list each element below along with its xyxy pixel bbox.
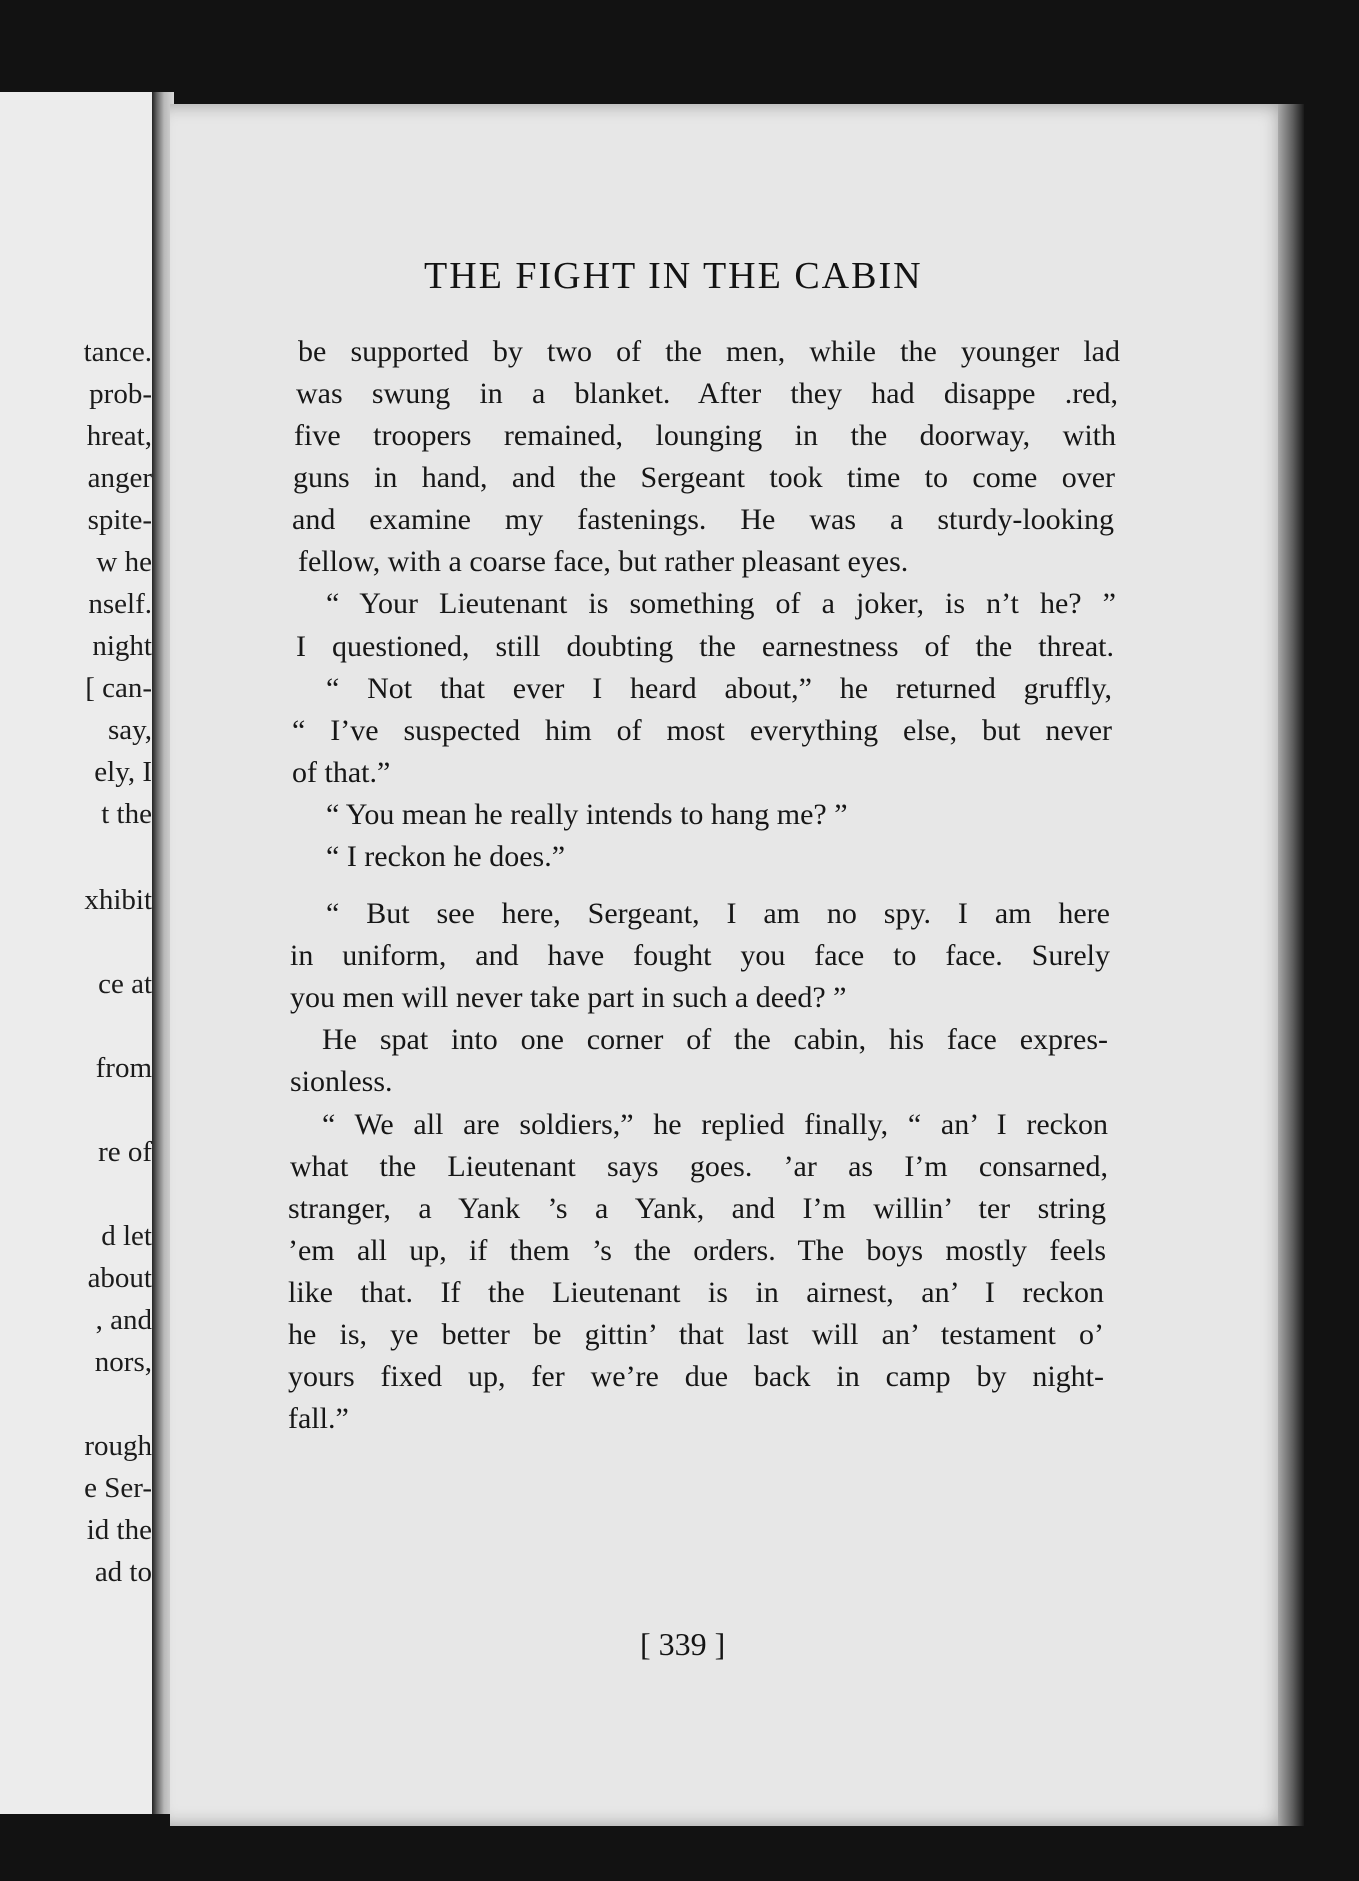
- body-text-line: fellow, with a coarse face, but rather pleasant eyes.: [298, 545, 909, 578]
- previous-page-line: re of: [98, 1136, 152, 1168]
- previous-page-line: ce at: [98, 968, 152, 1000]
- previous-page-line: nself.: [88, 588, 152, 620]
- body-text-line: he is, ye better be gittin’ that last will an’ testament o’: [288, 1318, 1104, 1351]
- previous-page-line: d let: [101, 1220, 152, 1252]
- previous-page-line: ad to: [94, 1556, 152, 1588]
- body-text-line: and examine my fastenings. He was a sturdy-looking: [292, 503, 1114, 536]
- body-text-line: “ I’ve suspected him of most everything else, but never: [292, 714, 1112, 747]
- previous-page-line: [ can-: [85, 672, 152, 704]
- previous-page-line: night: [92, 630, 152, 662]
- body-text-line: five troopers remained, lounging in the doorway, with: [294, 419, 1116, 452]
- body-text-line: “ But see here, Sergeant, I am no spy. I am here: [326, 897, 1110, 930]
- previous-page-line: t the: [101, 798, 152, 830]
- previous-page-line: xhibit: [84, 884, 152, 916]
- body-text-line: ’em all up, if them ’s the orders. The boys mostly feels: [288, 1234, 1106, 1267]
- previous-page-line: anger: [87, 462, 152, 494]
- previous-page-line: from: [95, 1052, 152, 1084]
- previous-page-line: tance.: [83, 336, 152, 368]
- body-text-line: I questioned, still doubting the earnestness of the threat.: [296, 630, 1114, 663]
- previous-page-line: about: [87, 1262, 152, 1294]
- previous-page-line: hreat,: [86, 420, 152, 452]
- body-text-line: what the Lieutenant says goes. ’ar as I’m consarned,: [290, 1150, 1108, 1183]
- body-text-line: He spat into one corner of the cabin, his face expres-: [322, 1023, 1108, 1056]
- body-text-line: was swung in a blanket. After they had disappe .red,: [296, 377, 1118, 410]
- body-text-line: guns in hand, and the Sergeant took time to come over: [293, 461, 1115, 494]
- body-text-line: “ Your Lieutenant is something of a joker, is n’t he? ”: [326, 587, 1116, 620]
- body-text-line: like that. If the Lieutenant is in airnest, an’ I reckon: [288, 1276, 1104, 1309]
- previous-page-line: e Ser-: [84, 1472, 152, 1504]
- page-number: [ 339 ]: [640, 1626, 726, 1662]
- body-text-line: you men will never take part in such a deed? ”: [290, 981, 847, 1014]
- body-text-line: be supported by two of the men, while the younger lad: [298, 335, 1120, 368]
- body-text-line: “ We all are soldiers,” he replie⁠d finally, “ an’ I reckon: [322, 1108, 1108, 1141]
- previous-page-line: spite-: [87, 504, 152, 536]
- page-edge-shadow: [1278, 104, 1304, 1826]
- body-text-line: “ You mean he really intends to hang me? ”: [326, 798, 848, 831]
- body-text-line: stranger, a Yank ’s a Yank, and I’m willin’ ter string: [288, 1192, 1106, 1225]
- previous-page-line: rough: [84, 1430, 152, 1462]
- body-text-line: sionless.: [290, 1065, 393, 1098]
- previous-page-line: prob-: [89, 378, 152, 410]
- previous-page-line: , and: [95, 1304, 152, 1336]
- previous-page-line: w he: [96, 546, 152, 578]
- previous-page-line: nors,: [94, 1346, 152, 1378]
- body-text-line: of that.”: [292, 756, 391, 789]
- body-text-line: in uniform, and have fought you face to face. Surely: [290, 939, 1110, 972]
- previous-page-line: say,: [107, 714, 152, 746]
- body-text-line: “ Not that ever I heard about,” he returned gruffly,: [326, 672, 1112, 705]
- previous-page: [0, 92, 158, 1814]
- body-text-line: fall.”: [288, 1402, 349, 1435]
- body-text-line: yours fixed up, fer we’re due back in camp by night-: [288, 1360, 1104, 1393]
- body-text-line: “ I reckon he does.”: [326, 840, 566, 873]
- previous-page-line: ely, I: [94, 756, 152, 788]
- previous-page-line: id the: [86, 1514, 152, 1546]
- running-head: THE FIGHT IN THE CABIN: [424, 255, 923, 297]
